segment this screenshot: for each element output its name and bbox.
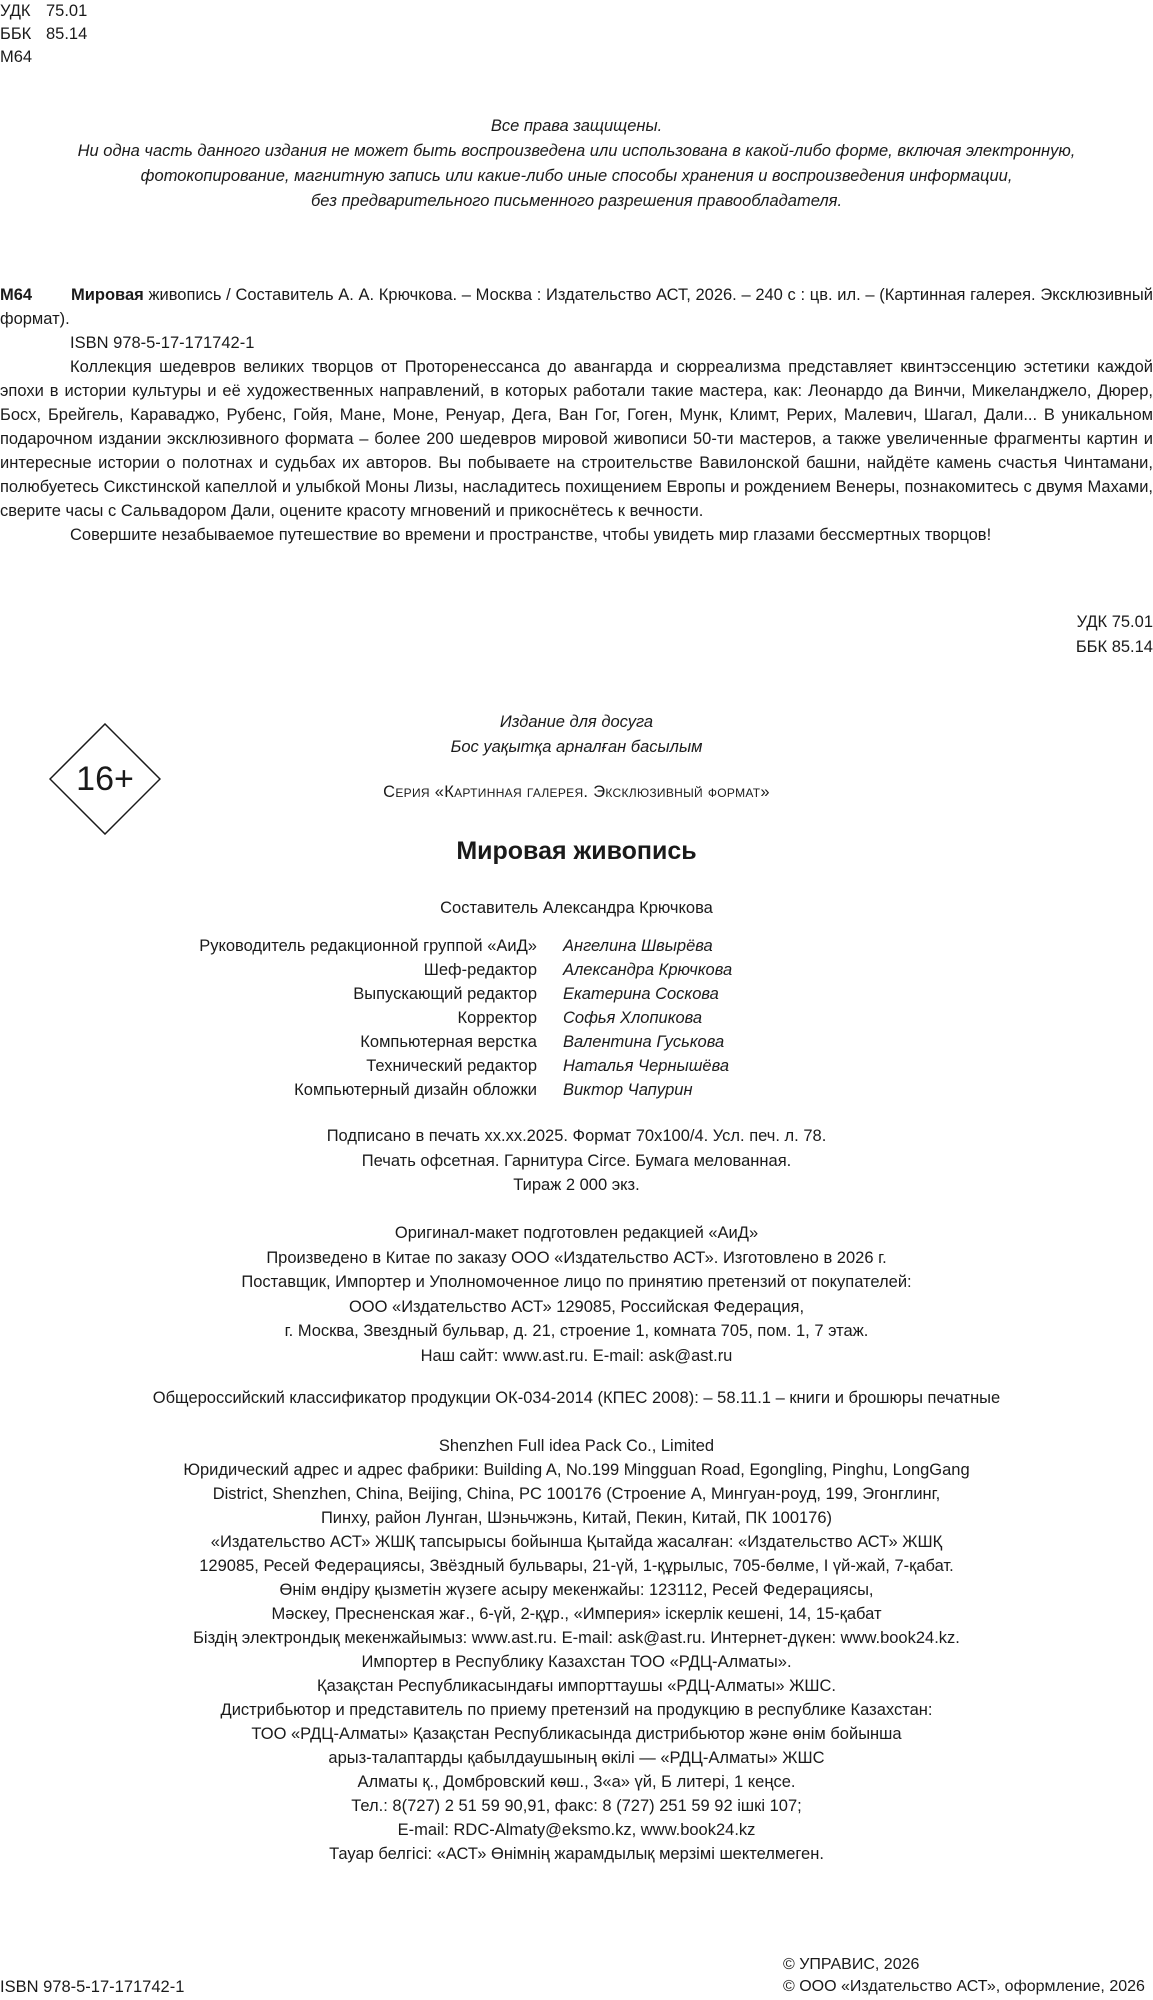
credit-role: Технический редактор	[366, 1057, 537, 1075]
credit-name: Екатерина Соскова	[563, 985, 719, 1003]
biblio-title-bold: Мировая	[71, 286, 144, 304]
credit-role: Руководитель редакционной группой «АиД»	[199, 937, 537, 955]
biblio-annotation: Коллекция шедевров великих творцов от Проторенессанса до авангарда и сюрреализма представляет квинтэссенцию эстетики каждой эпохи в истории культуры и её художественных направлений, в которых работали такие мастера, как: Леонардо да Винчи, Микеланджело, Дюрер, Босх, Брейгель, Караваджо, Рубенс, Гойя, Мане, Моне, Ренуар, Дега, Ван Гог, Гоген, Мунк, Климт, Рерих, Малевич, Шагал, Дали... В уникальном подарочном издании эксклюзивного формата – более 200 шедевров мировой живописи 50-ти мастеров, а также увеличенные фрагменты картин и интересные истории о полотнах и судьбах их авторов. Вы побываете на строительстве Вавилонской башни, найдёте камень счастья Чинтамани, полюбуетесь Сикстинской капеллой и улыбкой Моны Лизы, насладитесь похищением Европы и рождением Венеры, познакомитесь с двумя Махами, сверите часы с Сальвадором Дали, оцените красоту мгновений и прикоснётесь к вечности.	[0, 358, 1153, 520]
credit-role: Компьютерная верстка	[360, 1033, 537, 1051]
credit-name: Ангелина Швырёва	[563, 937, 713, 955]
credit-row	[0, 934, 1153, 958]
credit-role: Корректор	[457, 1009, 537, 1027]
bibliographic-entry	[0, 283, 1153, 547]
manufacturer-line: Қазақстан Республикасындағы импорттаушы «РДЦ-Алматы» ЖШС.	[316, 1677, 837, 1695]
compiler-line: Составитель Александра Крючкова	[440, 899, 713, 917]
classification-codes-top	[0, 0, 87, 69]
leisure-edition-note	[0, 710, 1153, 760]
credit-name: Софья Хлопикова	[563, 1009, 703, 1027]
credit-row	[0, 1078, 1153, 1102]
isbn-footer: ISBN 978-5-17-171742-1	[0, 1978, 185, 1996]
credit-row	[0, 1030, 1153, 1054]
credit-name: Наталья Чернышёва	[563, 1057, 730, 1075]
publisher-line: Произведено в Китае по заказу ООО «Издательство АСТ». Изготовлено в 2026 г.	[266, 1248, 887, 1267]
manufacturer-line: Мәскеу, Пресненская жағ., 6-үй, 2-құр., «Империя» іскерлік кешені, 14, 15-қабат	[271, 1605, 882, 1623]
code-key: ББК	[0, 25, 32, 43]
print-info	[0, 1124, 1153, 1198]
credit-name: Валентина Гуськова	[563, 1033, 725, 1051]
product-classifier: Общероссийский классификатор продукции ОК-034-2014 (КПЕС 2008): – 58.11.1 – книги и брошюры печатные	[152, 1389, 1001, 1407]
credit-row	[0, 1006, 1153, 1030]
biblio-heading	[0, 283, 1153, 331]
manufacturer-line: Пинху, район Лунган, Шэньчжэнь, Китай, Пекин, Китай, ПК 100176)	[320, 1509, 833, 1527]
biblio-description: живопись / Составитель А. А. Крючкова. – Москва : Издательство АСТ, 2026. – 240 с : цв. ил. – (Картинная галерея. Эксклюзивный формат).	[0, 286, 1153, 328]
manufacturer-line: Тел.: 8(727) 2 51 59 90,91, факс: 8 (727) 251 59 92 ішкі 107;	[351, 1797, 802, 1815]
book-title: Мировая живопись	[456, 837, 697, 865]
manufacturer-line: Өнім өндіру қызметін жүзеге асыру мекенжайы: 123112, Ресей Федерациясы,	[279, 1581, 874, 1599]
credit-role: Компьютерный дизайн обложки	[294, 1081, 537, 1099]
credit-row	[0, 1054, 1153, 1078]
code-row-udk	[0, 0, 87, 23]
publisher-line: г. Москва, Звездный бульвар, д. 21, строение 1, комната 705, пом. 1, 7 этаж.	[284, 1322, 869, 1340]
print-info-line: Подписано в печать хх.хх.2025. Формат 70х100/4. Усл. печ. л. 78.	[326, 1127, 827, 1145]
print-info-line: Печать офсетная. Гарнитура Circe. Бумага мелованная.	[361, 1151, 792, 1170]
credits-list	[0, 934, 1153, 1102]
manufacturer-line: 129085, Ресей Федерациясы, Звёздный бульвары, 21-үй, 1-құрылыс, 705-бөлме, I үй-жай, 7-қабат.	[199, 1557, 954, 1575]
leisure-line: Бос уақытқа арналған басылым	[450, 738, 703, 756]
credit-row	[0, 958, 1153, 982]
code-key: М64	[0, 48, 33, 66]
series-text: Серия «Картинная галерея. Эксклюзивный формат»	[383, 783, 770, 801]
manufacturer-line: E-mail: RDC-Almaty@eksmo.kz, www.book24.kz	[397, 1821, 756, 1839]
publisher-line: Наш сайт: www.ast.ru. E-mail: ask@ast.ru	[420, 1346, 733, 1365]
code-row-bbk	[0, 23, 87, 46]
credit-role: Шеф-редактор	[423, 961, 537, 979]
series-line	[0, 780, 1153, 804]
manufacturer-line: арыз-талаптарды қабылдаушының өкілі — «РДЦ-Алматы» ЖШС	[328, 1749, 825, 1767]
code-udk: УДК 75.01	[1076, 613, 1153, 631]
age-rating-label: 16+	[76, 760, 134, 798]
classification-codes-right	[1076, 610, 1153, 660]
publisher-line: ООО «Издательство АСТ» 129085, Российская Федерация,	[348, 1297, 805, 1316]
manufacturer-importer-info	[0, 1434, 1153, 1866]
manufacturer-line: Дистрибьютор и представитель по приему претензий на продукцию в республике Казахстан:	[220, 1701, 933, 1719]
rights-line: Ни одна часть данного издания не может быть воспроизведена или использована в какой-либо форме, включая электронную,	[77, 142, 1076, 160]
code-row-author-mark	[0, 46, 87, 69]
manufacturer-line: «Издательство АСТ» ЖШҚ тапсырысы бойынша Қытайда жасалған: «Издательство АСТ» ЖШҚ	[210, 1533, 943, 1551]
rights-line: Все права защищены.	[490, 117, 663, 135]
rights-line: фотокопирование, магнитную запись или какие-либо иные способы хранения и воспроизведения информации,	[140, 167, 1013, 185]
code-bbk: ББК 85.14	[1075, 638, 1153, 656]
leisure-line: Издание для досуга	[499, 713, 654, 731]
rights-line: без предварительного письменного разрешения правообладателя.	[310, 192, 843, 210]
credit-role: Выпускающий редактор	[353, 985, 537, 1003]
manufacturer-line: ТОО «РДЦ-Алматы» Қазақстан Республикасында дистрибьютор және өнім бойынша	[251, 1725, 902, 1743]
publisher-line: Оригинал-макет подготовлен редакцией «АиД»	[394, 1224, 759, 1242]
credit-row	[0, 982, 1153, 1006]
publisher-line: Поставщик, Импортер и Уполномоченное лицо по принятию претензий от покупателей:	[241, 1273, 912, 1291]
manufacturer-line: Импортер в Республику Казахстан ТОО «РДЦ-Алматы».	[361, 1653, 792, 1671]
manufacturer-line: Біздің электрондық мекенжайымыз: www.ast.ru. E-mail: ask@ast.ru. Интернет-дүкен: www.book24.kz.	[193, 1629, 960, 1647]
code-value: 75.01	[46, 2, 88, 20]
biblio-closing: Совершите незабываемое путешествие во времени и пространстве, чтобы увидеть мир глазами бессмертных творцов!	[70, 526, 992, 544]
manufacturer-line: District, Shenzhen, China, Beijing, China, PC 100176 (Строение А, Мингуан-роуд, 199, Эгонглинг,	[212, 1485, 941, 1503]
rights-notice	[0, 114, 1153, 214]
print-info-line: Тираж 2 000 экз.	[513, 1176, 640, 1194]
biblio-isbn: ISBN 978-5-17-171742-1	[70, 334, 255, 352]
credit-name: Александра Крючкова	[563, 961, 733, 979]
author-mark: М64	[0, 286, 33, 304]
copyright-line: © УПРАВИС, 2026	[783, 1956, 920, 1973]
manufacturer-line: Алматы қ., Домбровский көш., 3«а» үй, Б литері, 1 кеңсе.	[357, 1773, 796, 1791]
credit-name: Виктор Чапурин	[563, 1081, 693, 1099]
manufacturer-line: Тауар белгісі: «АСТ» Өнімнің жарамдылық мерзімі шектелмеген.	[329, 1845, 824, 1863]
manufacturer-line: Юридический адрес и адрес фабрики: Building A, No.199 Mingguan Road, Egongling, Pinghu, LongGang	[183, 1461, 970, 1479]
code-key: УДК	[0, 2, 31, 20]
manufacturer-line: Shenzhen Full idea Pack Co., Limited	[438, 1437, 715, 1455]
copyright-line: © ООО «Издательство АСТ», оформление, 2026	[783, 1978, 1145, 1995]
publisher-info	[0, 1221, 1153, 1368]
copyright-block	[783, 1954, 1145, 1998]
code-value: 85.14	[46, 25, 88, 43]
